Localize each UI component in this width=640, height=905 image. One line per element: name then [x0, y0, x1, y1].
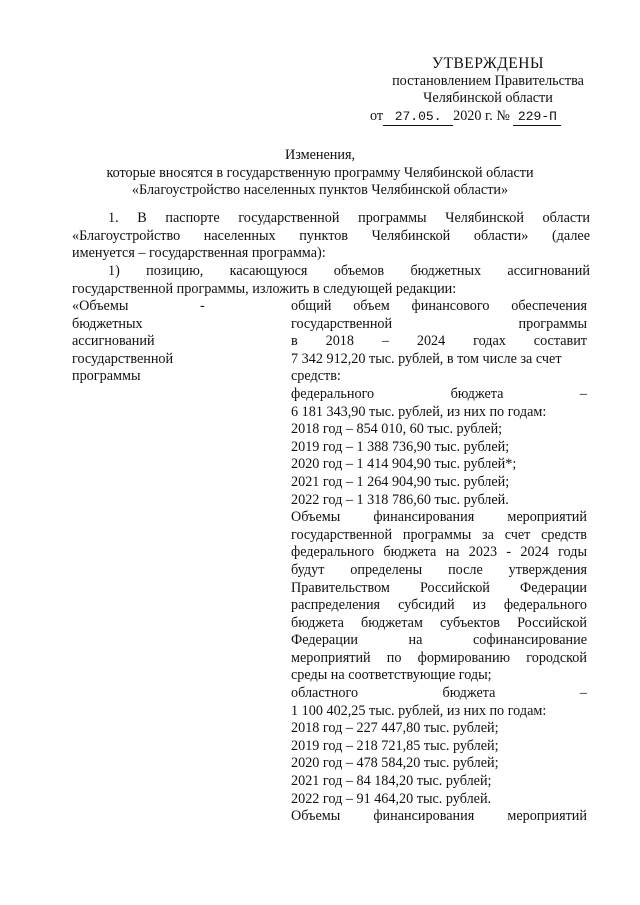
paragraph-1-line-1: 1. В паспорте государственной программы Челябинской области: [108, 210, 590, 226]
right-cell-line: 2018 год – 227 447,80 тыс. рублей;: [291, 720, 499, 737]
right-cell-line: в 2018 – 2024 годах составит: [291, 333, 587, 350]
right-cell-line: 2020 год – 478 584,20 тыс. рублей;: [291, 755, 499, 772]
right-cell-line: Федерации на софинансирование: [291, 632, 587, 649]
approval-line-1: постановлением Правительства: [392, 72, 584, 89]
right-cell-line: 2019 год – 218 721,85 тыс. рублей;: [291, 737, 499, 754]
right-cell-line: 7 342 912,20 тыс. рублей, в том числе за счет: [291, 350, 562, 367]
table-dash: -: [200, 298, 205, 314]
approval-line-2: Челябинской области: [423, 90, 553, 107]
right-cell-line: общий объем финансового обеспечения: [291, 298, 587, 314]
right-cell-line: бюджета бюджетам субъектов Российской: [291, 614, 587, 631]
right-cell-line: 2021 год – 84 184,20 тыс. рублей;: [291, 773, 492, 790]
right-cell-line: федерального бюджета на 2023 - 2024 годы: [291, 544, 587, 561]
right-cell-line: 2021 год – 1 264 904,90 тыс. рублей;: [291, 473, 510, 490]
left-cell-line: программы: [72, 368, 141, 385]
right-cell-line: государственной программы: [291, 315, 587, 332]
approval-block: [368, 55, 608, 126]
right-cell-line: 2018 год – 854 010, 60 тыс. рублей;: [291, 421, 503, 438]
heading-line-2: которые вносятся в государственную программу Челябинской области: [106, 164, 534, 181]
right-cell-line: 2020 год – 1 414 904,90 тыс. рублей*;: [291, 456, 517, 473]
right-cell-line: мероприятий по формированию городской: [291, 649, 587, 666]
document-heading: [40, 147, 600, 200]
paragraph-1: [72, 210, 590, 263]
approval-title: УТВЕРЖДЕНЫ: [432, 55, 544, 72]
date-year: 2020 г. №: [453, 107, 510, 124]
right-cell-line: 1 100 402,25 тыс. рублей, из них по годам:: [291, 702, 547, 719]
approval-date-row: [370, 108, 608, 127]
handwritten-number: 229-П: [513, 108, 561, 127]
paragraph-2-line-1: 1) позицию, касающуюся объемов бюджетных ассигнований: [108, 263, 590, 279]
right-cell-line: Объемы финансирования мероприятий: [291, 509, 587, 526]
right-cell-line: 2022 год – 91 464,20 тыс. рублей.: [291, 790, 492, 807]
right-cell-line: государственной программы за счет средств: [291, 526, 587, 543]
right-cell-line: распределения субсидий из федерального: [291, 597, 587, 614]
left-cell-line: бюджетных: [72, 315, 143, 332]
table-left-column: [72, 298, 212, 386]
right-cell-line: 2019 год – 1 388 736,90 тыс. рублей;: [291, 438, 510, 455]
heading-line-3: «Благоустройство населенных пунктов Челябинской области»: [131, 182, 509, 199]
table-right-column: [291, 298, 587, 826]
right-cell-line: 2022 год – 1 318 786,60 тыс. рублей.: [291, 491, 509, 508]
right-cell-line: Объемы финансирования мероприятий: [291, 808, 587, 825]
right-cell-line: Правительством Российской Федерации: [291, 579, 587, 596]
right-cell-line: средств:: [291, 368, 341, 385]
left-cell-line: государственной: [72, 350, 174, 367]
date-prefix: от: [370, 107, 384, 124]
paragraph-1-line-3: именуется – государственная программа):: [72, 245, 326, 262]
right-cell-line: будут определены после утверждения: [291, 561, 587, 578]
handwritten-date: 27.05.: [383, 108, 453, 127]
left-cell-line: «Объемы: [72, 298, 129, 314]
paragraph-2: [72, 263, 590, 298]
paragraph-1-line-2: «Благоустройство населенных пунктов Челябинской области» (далее: [72, 227, 590, 244]
right-cell-line: федерального бюджета –: [291, 385, 587, 402]
right-cell-line: областного бюджета –: [291, 685, 587, 702]
right-cell-line: 6 181 343,90 тыс. рублей, из них по годам:: [291, 403, 547, 420]
heading-line-1: Изменения,: [284, 147, 356, 163]
right-cell-line: среды на соответствующие годы;: [291, 667, 492, 684]
paragraph-2-line-2: государственной программы, изложить в следующей редакции:: [72, 280, 457, 297]
left-cell-line: ассигнований: [72, 333, 155, 350]
